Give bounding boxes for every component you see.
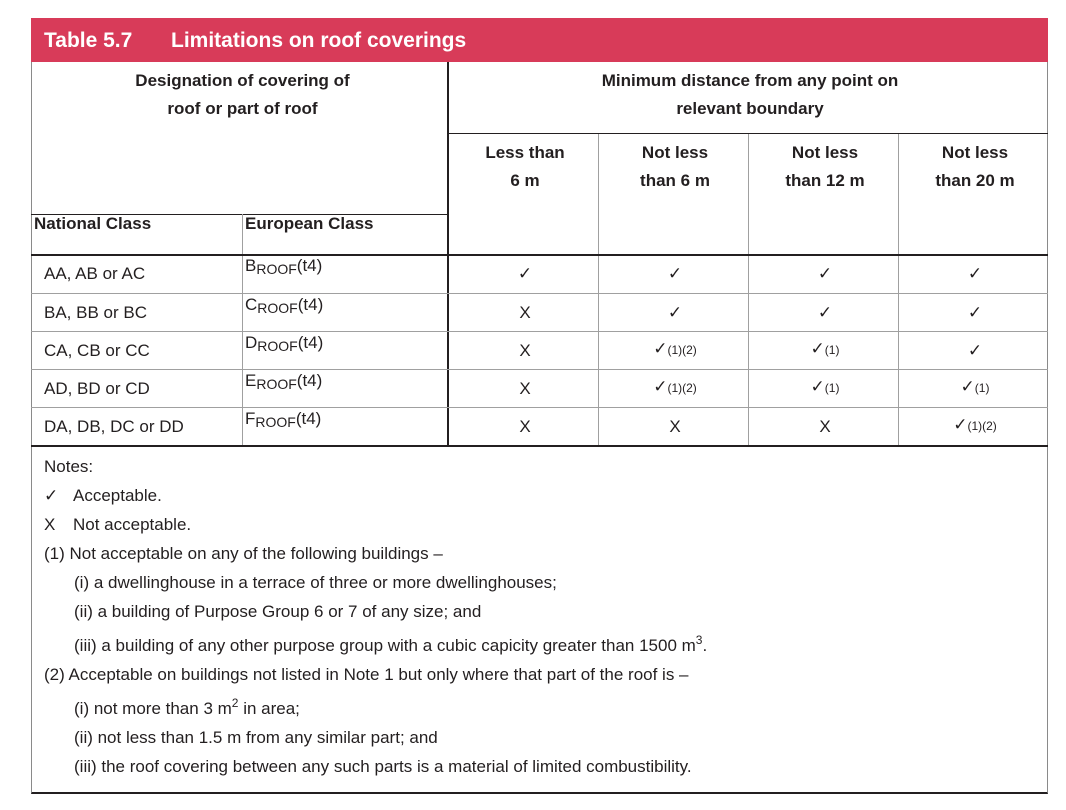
note-2-item: (iii) the roof covering between any such parts is a material of limited combustibility. [74,757,692,776]
acceptable-mark: ✓(1)(2) [653,339,697,358]
note-not-acceptable: X Not acceptable. [44,510,707,539]
national-class-cell: BA, BB or BC [44,303,147,322]
table-bottom-rule [31,445,1048,447]
cross-icon: X [44,515,56,534]
acceptable-mark: ✓ [517,264,533,283]
national-class-cell: AA, AB or AC [44,264,146,283]
not-acceptable-mark: X [819,417,831,436]
acceptable-mark: ✓ [967,303,983,322]
note-reference: (1)(2) [967,419,997,433]
note-reference: (1) [824,381,840,395]
european-class-cell: $D_{ROOF}(t4)$ [245,333,324,354]
note-acceptable: ✓ Acceptable. [44,481,707,510]
acceptable-mark: ✓ [817,264,833,283]
check-icon: ✓ [44,486,59,505]
note-2-item: (ii) not less than 1.5 m from any similar part; and [74,728,438,747]
acceptable-mark: ✓(1) [810,377,840,396]
european-class-cell: $B_{ROOF}(t4)$ [245,256,323,277]
class-divider [242,214,243,446]
note-1: (1) Not acceptable on any of the following buildings – [44,544,443,563]
not-acceptable-mark: X [519,417,531,436]
national-class-cell: DA, DB, DC or DD [44,417,184,436]
acceptable-mark: ✓ [667,264,683,283]
european-class-cell: $C_{ROOF}(t4)$ [245,295,324,316]
row-divider [31,407,1048,408]
european-class-cell: $E_{ROOF}(t4)$ [245,371,323,392]
not-acceptable-mark: X [519,303,531,322]
column-header-less-than-6m: Less than 6 m [485,143,565,190]
acceptable-mark: ✓(1) [960,377,990,396]
distance-header: Minimum distance from any point on relevant boundary [601,71,899,118]
acceptable-mark: ✓ [967,264,983,283]
designation-header: Designation of covering of roof or part of roof [135,71,350,118]
header-bottom-rule [31,254,1048,256]
national-class-cell: CA, CB or CC [44,341,150,360]
column-header-not-less-than-6m: Not less than 6 m [640,143,710,190]
column-header-not-less-than-20m: Not less than 20 m [935,143,1015,190]
row-divider [31,331,1048,332]
note-1-item: (i) a dwellinghouse in a terrace of three or more dwellinghouses; [74,573,557,592]
note-reference: (1) [974,381,990,395]
acceptable-mark: ✓ [967,341,983,360]
note-reference: (1)(2) [667,381,697,395]
european-class-cell: $F_{ROOF}(t4)$ [245,409,322,430]
note-2-item: (i) not more than 3 $m^2$ in area; [74,696,300,718]
table-title-bar [31,18,1048,62]
column-header-not-less-than-12m: Not less than 12 m [785,143,865,190]
row-divider [31,293,1048,294]
note-2: (2) Acceptable on buildings not listed in Note 1 but only where that part of the roof is – [44,665,689,684]
notes [44,452,707,781]
european-class-header: European Class [245,214,374,233]
acceptable-mark: ✓(1)(2) [653,377,697,396]
acceptable-mark: ✓ [817,303,833,322]
national-class-cell: AD, BD or CD [44,379,150,398]
row-divider [31,369,1048,370]
table-title: Limitations on roof coverings [171,29,467,52]
national-class-header: National Class [34,214,152,233]
note-1-item: (iii) a building of any other purpose group with a cubic capicity greater than 1500 $m^3$. [74,633,708,655]
note-1-item: (ii) a building of Purpose Group 6 or 7 of any size; and [74,602,482,621]
not-acceptable-mark: X [519,379,531,398]
table-number: Table 5.7 [44,29,133,52]
acceptable-mark: ✓(1) [810,339,840,358]
acceptable-mark: ✓(1)(2) [953,415,997,434]
not-acceptable-mark: X [519,341,531,360]
notes-heading: Notes: [44,457,94,476]
note-reference: (1) [824,343,840,357]
acceptable-mark: ✓ [667,303,683,322]
not-acceptable-mark: X [669,417,681,436]
note-reference: (1)(2) [667,343,697,357]
